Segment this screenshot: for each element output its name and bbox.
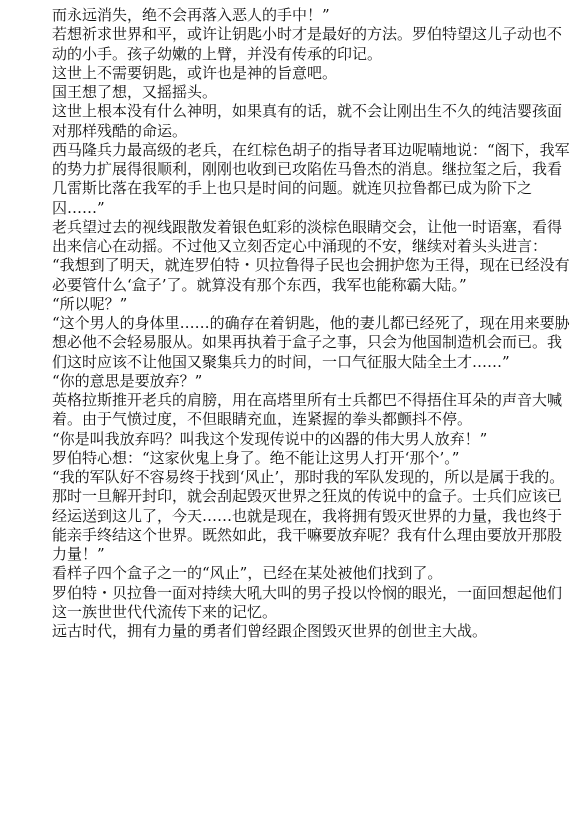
body-text: [52, 6, 575, 641]
paragraph: 这世上根本没有什么神明，如果真有的话，就不会让刚出生不久的纯洁婴孩面对那样残酷的命运。: [52, 102, 563, 140]
paragraph: 看样子四个盒子之一的“风止”，已经在某处被他们找到了。: [52, 564, 443, 583]
paragraph: 英格拉斯推开老兵的肩膀，用在高塔里所有士兵都巴不得捂住耳朵的声音大喊着。由于气愤过度，不但眼睛充血，连紧握的拳头都颤抖不停。: [52, 391, 563, 429]
paragraph: 罗伯特・贝拉鲁一面对持续大吼大叫的男子投以怜悯的眼光，一面回想起他们这一族世世代代流传下来的记忆。: [52, 583, 563, 621]
paragraph: 而永远消失，绝不会再落入恶人的手中！”: [52, 6, 330, 24]
paragraph: 罗伯特心想：“这家伙鬼上身了。绝不能让这男人打开‘那个’。”: [52, 448, 460, 467]
paragraph: “我想到了明天，就连罗伯特・贝拉鲁得子民也会拥护您为王得，现在已经没有必要管什么‘盒子’了。就算没有那个东西，我军也能称霸大陆。”: [52, 256, 570, 294]
paragraph: “你的意思是要放弃？”: [52, 371, 203, 390]
paragraph: 这世上不需要钥匙，或许也是神的旨意吧。: [52, 63, 338, 82]
paragraph: “这个男人的身体里……的确存在着钥匙，他的妻儿都已经死了，现在用来要胁想必他不会轻易服从。如果再执着于盒子之事，只会为他国制造机会而已。我们这时应该不让他国又聚集兵力的时间，一口气征服大陆全土才……”: [52, 314, 570, 371]
paragraph: 国王想了想，又摇摇头。: [52, 83, 218, 101]
paragraph: “所以呢？”: [52, 294, 128, 313]
paragraph: 远古时代，拥有力量的勇者们曾经跟企图毁灭世界的创世主大战。: [52, 622, 488, 640]
paragraph: 若想祈求世界和平，或许让钥匙小时才是最好的方法。罗伯特望这儿子动也不动的小手。孩子幼嫩的上臂，并没有传承的印记。: [52, 25, 563, 63]
paragraph: 老兵望过去的视线跟散发着银色虹彩的淡棕色眼睛交会，让他一时语塞，看得出来信心在动摇。不过他又立刻否定心中涌现的不安，继续对着头头进言：: [52, 217, 563, 255]
paragraph: “我的军队好不容易终于找到‘风止’，那时我的军队发现的，所以是属于我的。那时一旦解开封印，就会刮起毁灭世界之狂岚的传说中的盒子。士兵们应该已经运送到这儿了，今天……也就是现在，我将拥有毁灭世界的力量，我也终于能亲手终结这个世界。既然如此，我干嘛要放弃呢？我有什么理由要放开那股力量！”: [52, 468, 565, 563]
paragraph: “你是叫我放弃吗？叫我这个发现传说中的凶器的伟大男人放弃！”: [52, 429, 488, 448]
paragraph: 西马隆兵力最高级的老兵，在红棕色胡子的指导者耳边呢喃地说：“阁下，我军的势力扩展得很顺利，刚刚也收到已攻陷佐马鲁杰的消息。继拉玺之后，我看几雷斯比落在我军的手上也只是时间的问题。就连贝拉鲁都已成为阶下之囚……”: [52, 140, 570, 217]
